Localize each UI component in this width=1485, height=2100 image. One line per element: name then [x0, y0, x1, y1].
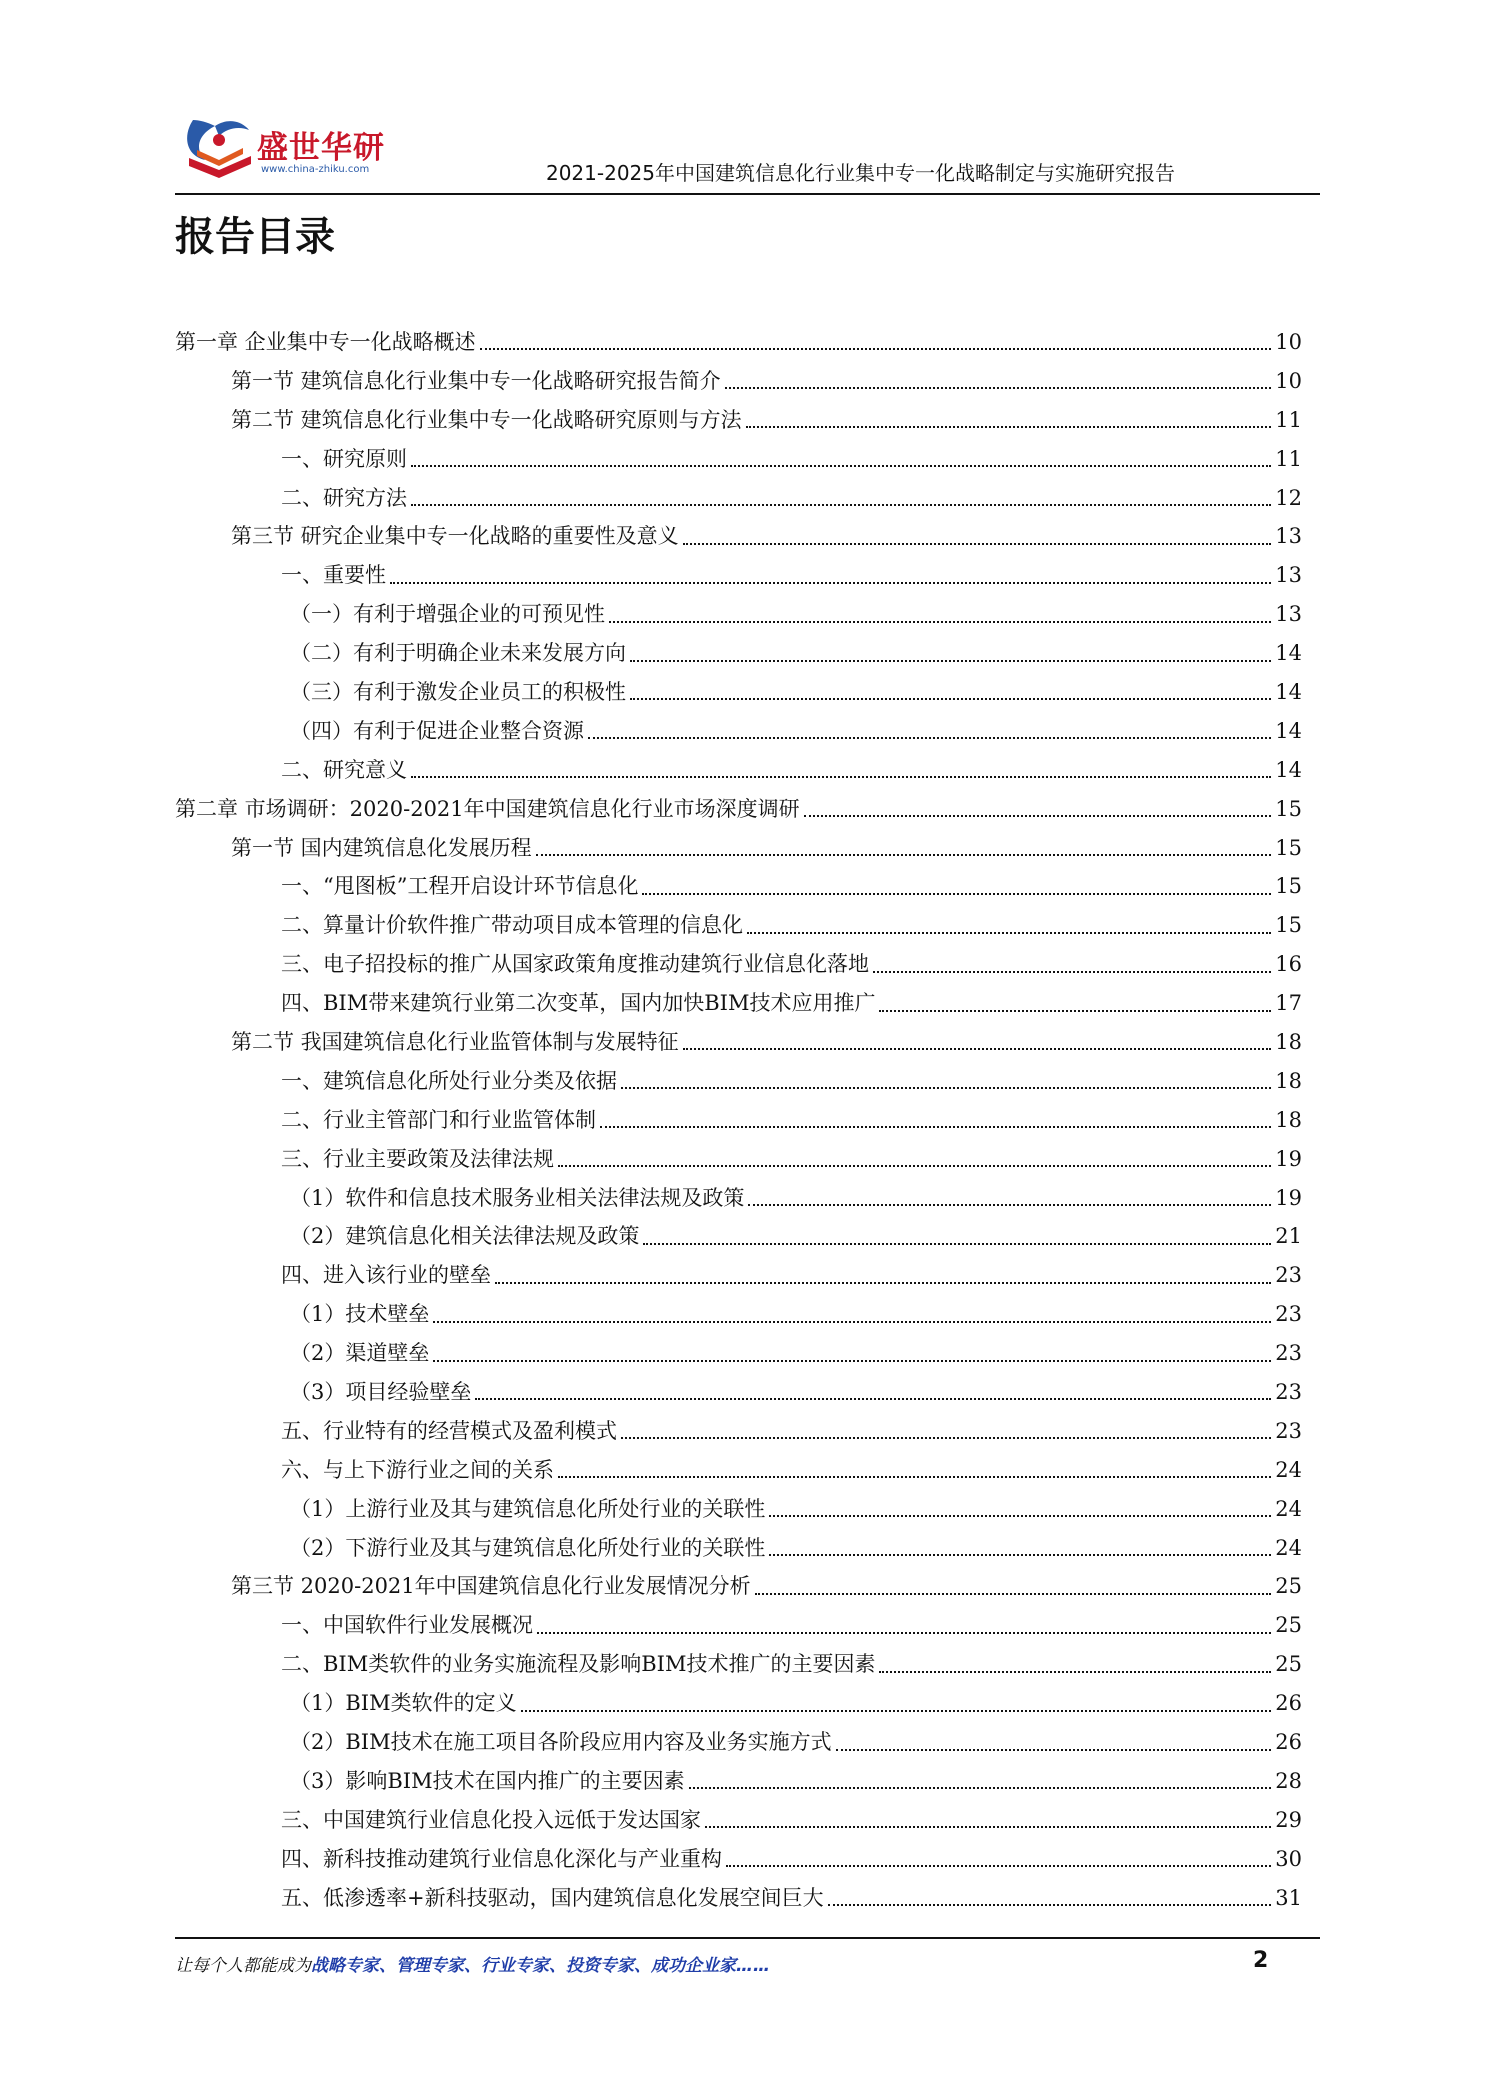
toc-dot-leader: [879, 1010, 1271, 1012]
toc-entry[interactable]: [175, 1879, 1302, 1918]
toc-entry[interactable]: [175, 1451, 1302, 1490]
toc-entry-title: 一、中国软件行业发展概况: [281, 1613, 533, 1638]
toc-entry[interactable]: [175, 1412, 1302, 1451]
toc-entry-title: （1）技术壁垒: [290, 1302, 430, 1327]
toc-entry-page: 23: [1275, 1263, 1302, 1288]
toc-entry-title: 五、低渗透率+新科技驱动，国内建筑信息化发展空间巨大: [281, 1885, 824, 1910]
toc-entry-title: 一、建筑信息化所处行业分类及依据: [281, 1068, 617, 1093]
toc-entry-title: （1）BIM类软件的定义: [290, 1691, 517, 1716]
footer-slogan-roles: 战略专家、管理专家、行业专家、投资专家、成功企业家……: [311, 1956, 770, 1976]
toc-dot-leader: [521, 1710, 1272, 1712]
toc-entry[interactable]: [175, 1606, 1302, 1645]
toc-dot-leader: [769, 1554, 1271, 1556]
toc-entry-title: （四）有利于促进企业整合资源: [290, 718, 584, 743]
toc-entry[interactable]: [175, 751, 1302, 790]
toc-dot-leader: [642, 893, 1271, 895]
toc-entry-title: 三、电子招投标的推广从国家政策角度推动建筑行业信息化落地: [281, 952, 869, 977]
toc-dot-leader: [588, 737, 1271, 739]
toc-entry-page: 26: [1275, 1730, 1302, 1754]
toc-entry[interactable]: [175, 362, 1302, 401]
toc-entry-page: 13: [1275, 524, 1302, 549]
toc-dot-leader: [411, 465, 1271, 467]
toc-entry[interactable]: [175, 1295, 1302, 1334]
toc-entry[interactable]: [175, 1256, 1302, 1295]
footer-divider: [175, 1937, 1320, 1939]
toc-dot-leader: [411, 776, 1271, 778]
toc-entry[interactable]: [175, 1140, 1302, 1179]
toc-entry-title: 三、行业主要政策及法律法规: [281, 1146, 554, 1171]
toc-entry[interactable]: [175, 1645, 1302, 1684]
toc-entry-page: 25: [1275, 1652, 1302, 1677]
toc-dot-leader: [746, 426, 1272, 428]
toc-entry-title: 第二节 建筑信息化行业集中专一化战略研究原则与方法: [231, 407, 742, 432]
toc-entry[interactable]: [175, 1101, 1302, 1140]
book-logo-icon: [175, 100, 265, 190]
toc-dot-leader: [609, 621, 1271, 623]
toc-entry-title: （3）项目经验壁垒: [290, 1379, 472, 1404]
toc-dot-leader: [683, 1048, 1272, 1050]
toc-entry-page: 24: [1275, 1457, 1302, 1482]
toc-dot-leader: [480, 348, 1272, 350]
toc-entry-page: 11: [1275, 446, 1302, 471]
report-header-title: 2021-2025年中国建筑信息化行业集中专一化战略制定与实施研究报告: [545, 161, 1175, 185]
toc-entry-title: （1）上游行业及其与建筑信息化所处行业的关联性: [290, 1496, 766, 1521]
toc-entry-page: 26: [1275, 1691, 1302, 1716]
toc-entry-title: （三）有利于激发企业员工的积极性: [290, 679, 626, 704]
toc-entry-page: 18: [1275, 1029, 1302, 1054]
toc-entry[interactable]: [175, 1373, 1302, 1412]
toc-entry-page: 19: [1275, 1146, 1302, 1171]
toc-entry-title: （2）渠道壁垒: [290, 1341, 430, 1366]
toc-entry-page: 24: [1275, 1535, 1302, 1560]
toc-entry[interactable]: [175, 1801, 1302, 1840]
toc-entry[interactable]: [175, 984, 1302, 1023]
toc-entry-page: 18: [1275, 1107, 1302, 1132]
toc-dot-leader: [873, 971, 1271, 973]
toc-entry-page: 29: [1275, 1807, 1302, 1832]
toc-entry-title: 一、研究原则: [281, 446, 407, 471]
toc-entry-page: 18: [1275, 1068, 1302, 1093]
toc-entry-page: 14: [1275, 679, 1302, 704]
toc-dot-leader: [643, 1243, 1271, 1245]
toc-dot-leader: [769, 1515, 1271, 1517]
toc-entry[interactable]: [175, 673, 1302, 712]
footer-slogan-prefix: 让每个人都能成为: [175, 1956, 311, 1976]
logo-brand-name: 盛世华研: [257, 130, 385, 166]
toc-entry[interactable]: [175, 517, 1302, 556]
toc-entry[interactable]: [175, 1684, 1302, 1723]
toc-dot-leader: [705, 1826, 1271, 1828]
toc-entry-page: 19: [1275, 1185, 1302, 1210]
toc-entry[interactable]: [175, 1179, 1302, 1218]
toc-entry[interactable]: [175, 1217, 1302, 1256]
toc-entry-title: 一、重要性: [281, 563, 386, 588]
toc-entry-page: 16: [1275, 952, 1302, 977]
toc-dot-leader: [689, 1787, 1272, 1789]
toc-entry[interactable]: [175, 1490, 1302, 1529]
toc-dot-leader: [879, 1671, 1271, 1673]
toc-entry-title: 四、进入该行业的壁垒: [281, 1263, 491, 1288]
toc-entry[interactable]: [175, 440, 1302, 479]
toc-dot-leader: [621, 1087, 1271, 1089]
toc-dot-leader: [748, 1204, 1271, 1206]
toc-entry-page: 25: [1275, 1613, 1302, 1638]
toc-entry-title: 第二章 市场调研：2020-2021年中国建筑信息化行业市场深度调研: [175, 796, 800, 821]
toc-entry-page: 30: [1275, 1846, 1302, 1871]
toc-entry-title: 三、中国建筑行业信息化投入远低于发达国家: [281, 1807, 701, 1832]
toc-dot-leader: [755, 1593, 1272, 1595]
toc-dot-leader: [630, 698, 1271, 700]
toc-dot-leader: [600, 1126, 1271, 1128]
toc-entry[interactable]: [175, 1023, 1302, 1062]
toc-dot-leader: [828, 1904, 1272, 1906]
toc-dot-leader: [804, 815, 1272, 817]
toc-entry-title: （一）有利于增强企业的可预见性: [290, 602, 605, 627]
toc-entry-page: 14: [1275, 757, 1302, 782]
toc-entry-page: 23: [1275, 1418, 1302, 1443]
toc-entry-title: 第三节 2020-2021年中国建筑信息化行业发展情况分析: [231, 1574, 751, 1599]
toc-entry-page: 15: [1275, 835, 1302, 860]
toc-entry-title: 第一章 企业集中专一化战略概述: [175, 329, 476, 354]
toc-entry[interactable]: [175, 829, 1302, 868]
toc-entry-page: 10: [1275, 329, 1302, 354]
toc-entry-title: 第一节 建筑信息化行业集中专一化战略研究报告简介: [231, 368, 721, 393]
toc-entry-page: 15: [1275, 913, 1302, 938]
toc-entry[interactable]: [175, 1840, 1302, 1879]
toc-entry-page: 31: [1275, 1885, 1302, 1910]
toc-entry-title: 第二节 我国建筑信息化行业监管体制与发展特征: [231, 1029, 679, 1054]
toc-entry[interactable]: [175, 945, 1302, 984]
toc-entry[interactable]: [175, 634, 1302, 673]
toc-entry[interactable]: [175, 479, 1302, 518]
toc-entry-page: 28: [1275, 1768, 1302, 1793]
toc-entry-page: 15: [1275, 874, 1302, 899]
footer-slogan: [175, 1951, 770, 1976]
toc-entry-page: 11: [1275, 407, 1302, 432]
toc-entry[interactable]: [175, 712, 1302, 751]
header-divider: [175, 193, 1320, 195]
toc-entry-page: 17: [1275, 991, 1302, 1016]
toc-entry-title: （2）建筑信息化相关法律法规及政策: [290, 1224, 640, 1249]
toc-entry-page: 15: [1275, 796, 1302, 821]
logo-website: www.china-zhiku.com: [261, 164, 370, 175]
toc-entry-title: 二、研究方法: [281, 485, 407, 510]
toc-dot-leader: [726, 1865, 1271, 1867]
toc-dot-leader: [558, 1476, 1271, 1478]
toc-entry[interactable]: [175, 1334, 1302, 1373]
toc-entry-page: 25: [1275, 1574, 1302, 1599]
toc-dot-leader: [630, 660, 1271, 662]
toc-entry-title: 四、新科技推动建筑行业信息化深化与产业重构: [281, 1846, 722, 1871]
toc-entry[interactable]: [175, 1762, 1302, 1801]
toc-dot-leader: [621, 1437, 1271, 1439]
toc-entry-title: 四、BIM带来建筑行业第二次变革，国内加快BIM技术应用推广: [281, 991, 876, 1016]
toc-dot-leader: [537, 1632, 1271, 1634]
toc-entry-title: 二、行业主管部门和行业监管体制: [281, 1107, 596, 1132]
toc-entry-page: 12: [1275, 485, 1302, 510]
toc-entry-title: 二、研究意义: [281, 757, 407, 782]
toc-entry-page: 10: [1275, 368, 1302, 393]
toc-entry[interactable]: [175, 1723, 1302, 1762]
toc-dot-leader: [433, 1321, 1271, 1323]
toc-entry-title: 二、BIM类软件的业务实施流程及影响BIM技术推广的主要因素: [281, 1652, 876, 1677]
toc-dot-leader: [836, 1749, 1272, 1751]
page-title: 报告目录: [175, 214, 335, 260]
toc-entry-page: 24: [1275, 1496, 1302, 1521]
toc-entry-page: 14: [1275, 641, 1302, 666]
toc-entry-page: 23: [1275, 1379, 1302, 1404]
page-number: 2: [1253, 1948, 1269, 1973]
toc-entry-title: （1）软件和信息技术服务业相关法律法规及政策: [290, 1185, 745, 1210]
toc-dot-leader: [475, 1398, 1271, 1400]
toc-dot-leader: [495, 1282, 1271, 1284]
toc-dot-leader: [390, 582, 1271, 584]
toc-entry-title: 第三节 研究企业集中专一化战略的重要性及意义: [231, 524, 679, 549]
toc-dot-leader: [747, 932, 1271, 934]
toc-entry[interactable]: [175, 867, 1302, 906]
toc-dot-leader: [433, 1360, 1271, 1362]
toc-entry-title: （2）下游行业及其与建筑信息化所处行业的关联性: [290, 1535, 766, 1560]
toc-entry-title: （2）BIM技术在施工项目各阶段应用内容及业务实施方式: [290, 1730, 832, 1754]
toc-entry-title: 六、与上下游行业之间的关系: [281, 1457, 554, 1482]
toc-entry-title: 二、算量计价软件推广带动项目成本管理的信息化: [281, 913, 743, 938]
toc-entry-page: 21: [1275, 1224, 1302, 1249]
toc-entry-page: 13: [1275, 602, 1302, 627]
toc-entry-title: 五、行业特有的经营模式及盈利模式: [281, 1418, 617, 1443]
toc-entry[interactable]: [175, 595, 1302, 634]
toc-dot-leader: [683, 543, 1272, 545]
toc-entry[interactable]: [175, 556, 1302, 595]
toc-entry[interactable]: [175, 1529, 1302, 1568]
toc-entry[interactable]: [175, 1062, 1302, 1101]
toc-entry[interactable]: [175, 906, 1302, 945]
toc-entry[interactable]: [175, 790, 1302, 829]
toc-dot-leader: [536, 854, 1272, 856]
toc-dot-leader: [558, 1165, 1271, 1167]
toc-entry[interactable]: [175, 401, 1302, 440]
company-logo: [175, 100, 385, 190]
toc-dot-leader: [411, 504, 1271, 506]
toc-entry-page: 13: [1275, 563, 1302, 588]
toc-entry-title: 一、“甩图板”工程开启设计环节信息化: [281, 874, 639, 899]
toc-entry-title: （3）影响BIM技术在国内推广的主要因素: [290, 1768, 685, 1793]
toc-entry-title: 第一节 国内建筑信息化发展历程: [231, 835, 532, 860]
toc-entry[interactable]: [175, 323, 1302, 362]
toc-dot-leader: [725, 387, 1272, 389]
table-of-contents: [175, 323, 1302, 1918]
page-header: [0, 0, 1485, 200]
toc-entry-page: 14: [1275, 718, 1302, 743]
toc-entry-page: 23: [1275, 1341, 1302, 1366]
toc-entry-page: 23: [1275, 1302, 1302, 1327]
toc-entry[interactable]: [175, 1568, 1302, 1607]
toc-entry-title: （二）有利于明确企业未来发展方向: [290, 641, 626, 666]
